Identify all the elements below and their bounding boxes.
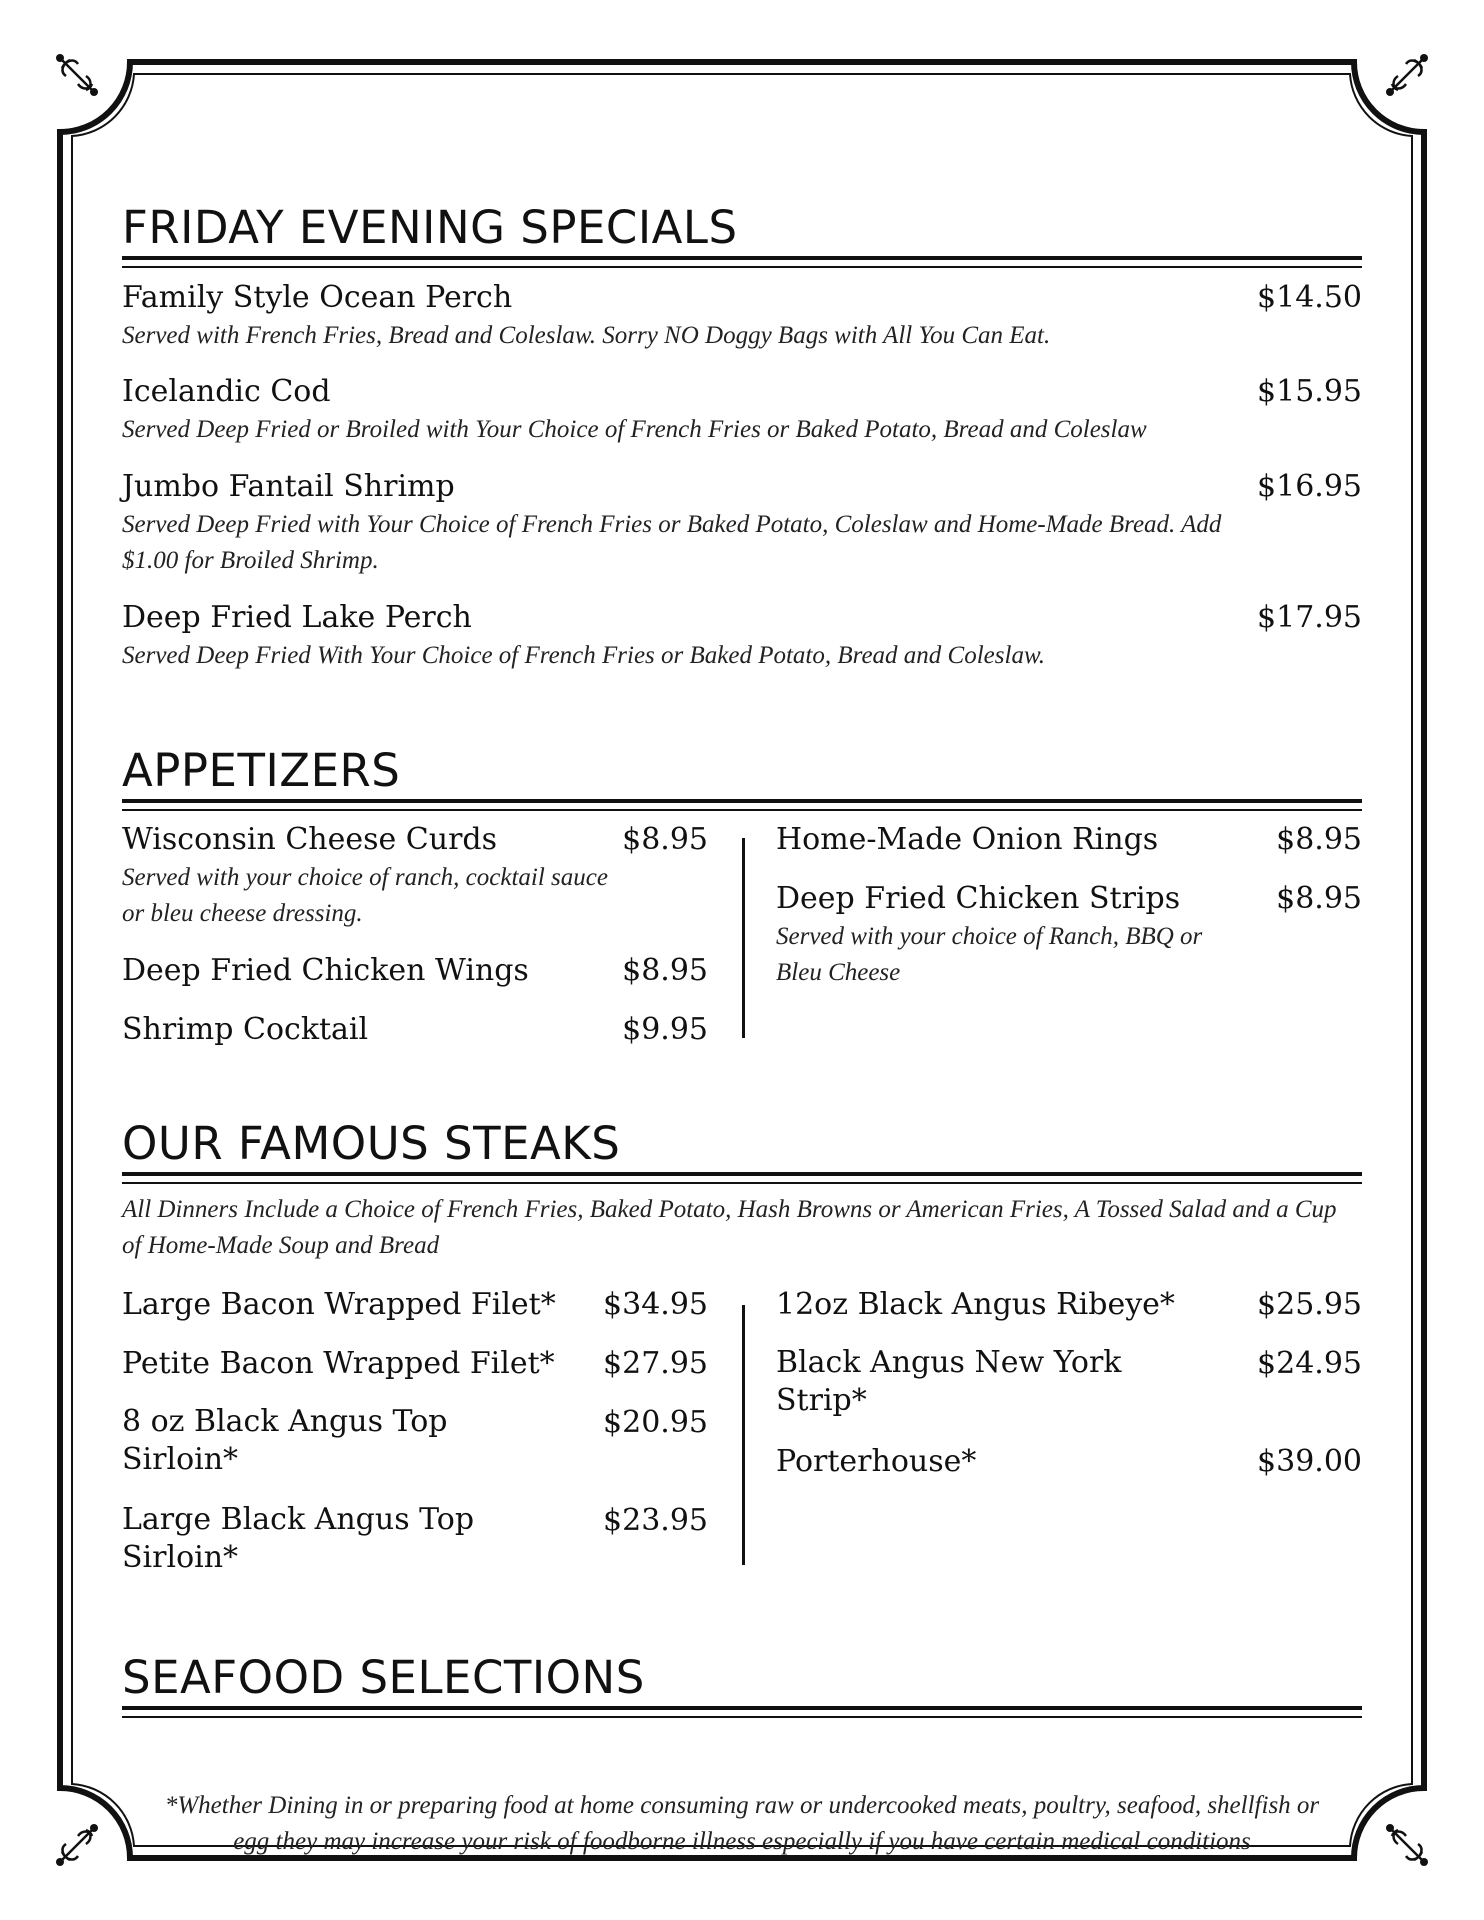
item-price: $39.00	[1257, 1444, 1362, 1479]
item-name: Icelandic Cod	[122, 374, 331, 409]
item-price: $16.95	[1257, 469, 1362, 504]
item-name: Deep Fried Chicken Wings	[122, 953, 529, 988]
corner-ornament-top-right	[1382, 50, 1432, 100]
item-price: $23.95	[603, 1503, 708, 1538]
menu-item	[776, 1344, 1362, 1424]
menu-item	[122, 1501, 708, 1581]
section-rule	[122, 1172, 1362, 1184]
item-price: $8.95	[1276, 822, 1362, 857]
item-price: $27.95	[603, 1346, 708, 1381]
section-title-appetizers: APPETIZERS	[122, 744, 401, 797]
item-price: $20.95	[603, 1405, 708, 1440]
item-name: Petite Bacon Wrapped Filet*	[122, 1346, 555, 1381]
item-name: Deep Fried Chicken Strips	[776, 881, 1181, 916]
menu-item	[122, 598, 1362, 674]
item-name: Family Style Ocean Perch	[122, 280, 513, 315]
item-price: $8.95	[622, 822, 708, 857]
section-rule	[122, 1706, 1362, 1718]
corner-ornament-top-left	[52, 50, 102, 100]
item-description: Served with your choice of ranch, cocktail sauce or bleu cheese dressing.	[122, 864, 608, 927]
item-name: 12oz Black Angus Ribeye*	[776, 1287, 1175, 1322]
item-description: Served with French Fries, Bread and Coleslaw. Sorry NO Doggy Bags with All You Can Eat.	[122, 322, 1051, 349]
menu-item	[776, 820, 1362, 860]
item-name: Porterhouse*	[776, 1444, 977, 1479]
section-title-seafood: SEAFOOD SELECTIONS	[122, 1651, 645, 1704]
section-rule	[122, 256, 1362, 268]
food-safety-disclaimer: *Whether Dining in or preparing food at home consuming raw or undercooked meats, poultry, seafood, shellfish or egg they may increase your risk of foodborne illness especially if you have certain medical conditions	[164, 1792, 1320, 1855]
menu-item	[122, 820, 708, 932]
steaks-note: All Dinners Include a Choice of French Fries, Baked Potato, Hash Browns or American Fries, A Tossed Salad and a Cup of Home-Made Soup and Bread	[122, 1196, 1337, 1259]
section-rule	[122, 799, 1362, 811]
section-title-steaks: OUR FAMOUS STEAKS	[122, 1117, 621, 1170]
menu-item	[122, 1010, 708, 1050]
item-price: $14.50	[1257, 280, 1362, 315]
item-name: Deep Fried Lake Perch	[122, 600, 472, 635]
menu-item	[122, 951, 708, 991]
item-price: $8.95	[622, 953, 708, 988]
item-name: 8 oz Black Angus Top Sirloin*	[122, 1404, 448, 1477]
corner-ornament-bottom-left	[52, 1820, 102, 1870]
item-price: $34.95	[603, 1287, 708, 1322]
menu-item	[776, 879, 1362, 991]
item-name: Large Black Angus Top Sirloin*	[122, 1502, 475, 1575]
menu-item	[122, 467, 1362, 579]
item-name: Shrimp Cocktail	[122, 1012, 369, 1047]
item-price: $24.95	[1257, 1346, 1362, 1381]
column-divider	[742, 838, 745, 1038]
item-name: Jumbo Fantail Shrimp	[122, 469, 455, 504]
menu-item	[122, 278, 1362, 354]
menu-item	[776, 1285, 1362, 1325]
menu-item	[122, 1403, 708, 1483]
menu-item	[776, 1442, 1362, 1482]
menu-item	[122, 1285, 708, 1325]
item-description: Served Deep Fried or Broiled with Your Choice of French Fries or Baked Potato, Bread and Coleslaw	[122, 416, 1147, 443]
item-name: Black Angus New York Strip*	[776, 1345, 1122, 1418]
item-name: Large Bacon Wrapped Filet*	[122, 1287, 556, 1322]
item-description: Served Deep Fried With Your Choice of French Fries or Baked Potato, Bread and Coleslaw.	[122, 642, 1046, 669]
item-price: $9.95	[622, 1012, 708, 1047]
item-price: $8.95	[1276, 881, 1362, 916]
section-title-specials: FRIDAY EVENING SPECIALS	[122, 201, 738, 254]
item-description: Served with your choice of Ranch, BBQ or Bleu Cheese	[776, 923, 1203, 986]
item-price: $25.95	[1257, 1287, 1362, 1322]
column-divider	[742, 1305, 745, 1565]
item-name: Home-Made Onion Rings	[776, 822, 1159, 857]
item-price: $17.95	[1257, 600, 1362, 635]
item-price: $15.95	[1257, 374, 1362, 409]
corner-ornament-bottom-right	[1382, 1820, 1432, 1870]
menu-item	[122, 372, 1362, 448]
item-description: Served Deep Fried with Your Choice of French Fries or Baked Potato, Coleslaw and Home-Made Bread. Add $1.00 for Broiled Shrimp.	[122, 511, 1222, 574]
menu-item	[122, 1344, 708, 1384]
item-name: Wisconsin Cheese Curds	[122, 822, 498, 857]
